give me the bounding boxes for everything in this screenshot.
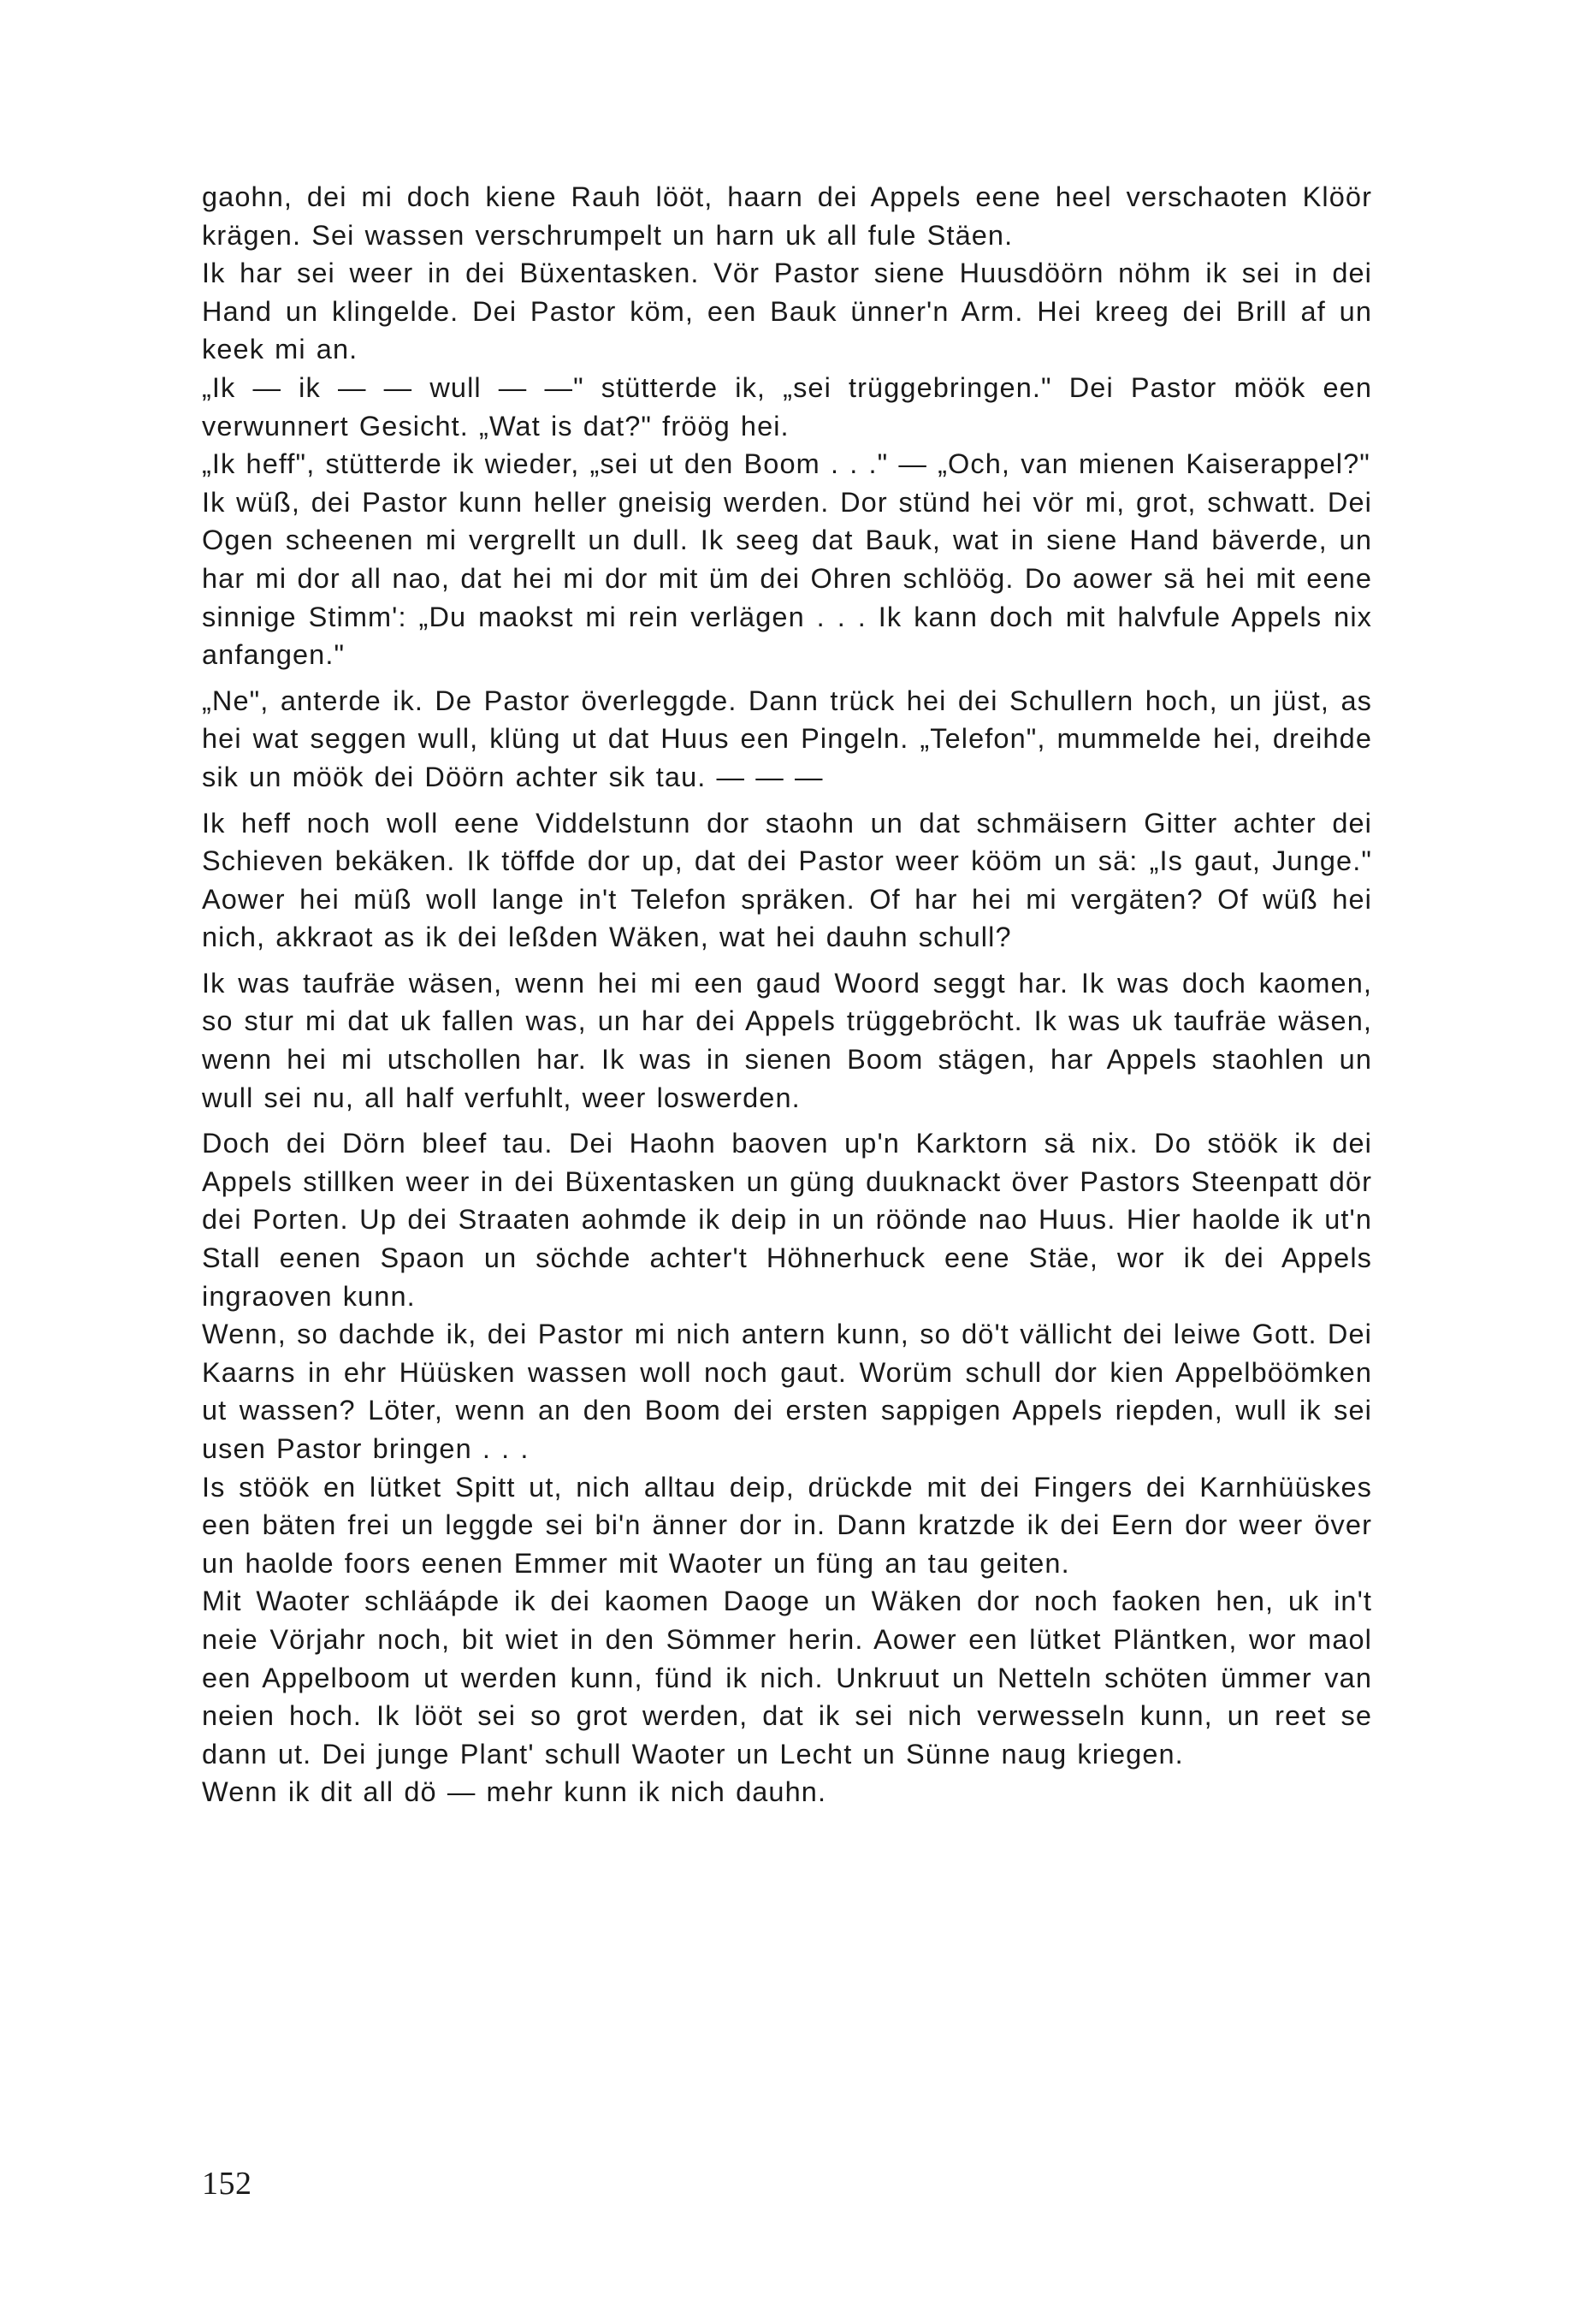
paragraph: „Ne", anterde ik. De Pastor överleggde. Dann trück hei dei Schullern hoch, un jüst, as hei wat seggen wull, klüng ut dat Huus een Pingeln. „Telefon", mummelde hei, dreihde sik un möök dei Döörn achter sik tau. — — — (202, 685, 1372, 792)
paragraph: Wenn, so dachde ik, dei Pastor mi nich antern kunn, so dö't vällicht dei leiwe Gott. Dei Kaarns in ehr Hüüsken wassen woll noch gaut. Worüm schull dor kien Appelböömken ut wassen? Löter, wenn an den Boom dei ersten sappigen Appels riepden, wull ik sei usen Pastor bringen . . . (202, 1319, 1372, 1464)
paragraph: Ik was taufräe wäsen, wenn hei mi een gaud Woord seggt har. Ik was doch kaomen, so stur mi dat uk fallen was, un har dei Appels trüggebröcht. Ik was uk taufräe wäsen, wenn hei mi utschollen har. Ik was in sienen Boom stägen, har Appels staohlen un wull sei nu, all half verfuhlt, weer loswerden. (202, 967, 1372, 1113)
body-text (202, 178, 1372, 1811)
paragraph: Ik heff noch woll eene Viddelstunn dor staohn un dat schmäisern Gitter achter dei Schieven bekäken. Ik töffde dor up, dat dei Pastor weer kööm un sä: „Is gaut, Junge." Aower hei müß woll lange in't Telefon spräken. Of har hei mi vergäten? Of wüß hei nich, akkraot as ik dei leßden Wäken, wat hei dauhn schull? (202, 807, 1372, 953)
paragraph: „Ik heff", stütterde ik wieder, „sei ut den Boom . . ." — „Och, van mienen Kaiserappel?" (202, 448, 1370, 480)
paragraph: Mit Waoter schläápde ik dei kaomen Daoge un Wäken dor noch faoken hen, uk in't neie Vörjahr noch, bit wiet in den Sömmer herin. Aower een lütket Pläntken, wor maol een Appelboom ut werden kunn, fünd ik nich. Unkruut un Netteln schöten ümmer van neien hoch. Ik lööt sei so grot werden, dat ik sei nich verwesseln kunn, un reet se dann ut. Dei junge Plant' schull Waoter un Lecht un Sünne naug kriegen. (202, 1586, 1372, 1770)
paragraph: Ik har sei weer in dei Büxentasken. Vör Pastor siene Huusdöörn nöhm ik sei in dei Hand un klingelde. Dei Pastor köm, een Bauk ünner'n Arm. Hei kreeg dei Brill af un keek mi an. (202, 258, 1372, 365)
paragraph: Wenn ik dit all dö — mehr kunn ik nich dauhn. (202, 1776, 827, 1808)
paragraph: Ik wüß, dei Pastor kunn heller gneisig werden. Dor stünd hei vör mi, grot, schwatt. Dei Ogen scheenen mi vergrellt un dull. Ik seeg dat Bauk, wat in siene Hand bäverde, un har mi dor all nao, dat hei mi dor mit üm dei Ohren schlöög. Do aower sä hei mit eene sinnige Stimm': „Du maokst mi rein verlägen . . . Ik kann doch mit halvfule Appels nix anfangen." (202, 486, 1372, 671)
paragraph: Is stöök en lütket Spitt ut, nich alltau deip, drückde mit dei Fingers dei Karnhüüskes een bäten frei un leggde sei bi'n änner dor in. Dann kratzde ik dei Eern dor weer över un haolde foors eenen Emmer mit Waoter un füng an tau geiten. (202, 1471, 1372, 1579)
paragraph: gaohn, dei mi doch kiene Rauh lööt, haarn dei Appels eene heel verschaoten Klöör krägen. Sei wassen verschrumpelt un harn uk all fule Stäen. (202, 181, 1372, 251)
paragraph: Doch dei Dörn bleef tau. Dei Haohn baoven up'n Karktorn sä nix. Do stöök ik dei Appels stillken weer in dei Büxentasken un güng duuknackt över Pastors Steenpatt dör dei Porten. Up dei Straaten aohmde ik deip in un röönde nao Huus. Hier haolde ik ut'n Stall eenen Spaon un söchde achter't Höhnerhuck eene Stäe, wor ik dei Appels ingraoven kunn. (202, 1128, 1372, 1312)
paragraph: „Ik — ik — — wull — —" stütterde ik, „sei trüggebringen." Dei Pastor möök een verwunnert Gesicht. „Wat is dat?" fröög hei. (202, 371, 1372, 442)
page-number: 152 (202, 2166, 252, 2202)
